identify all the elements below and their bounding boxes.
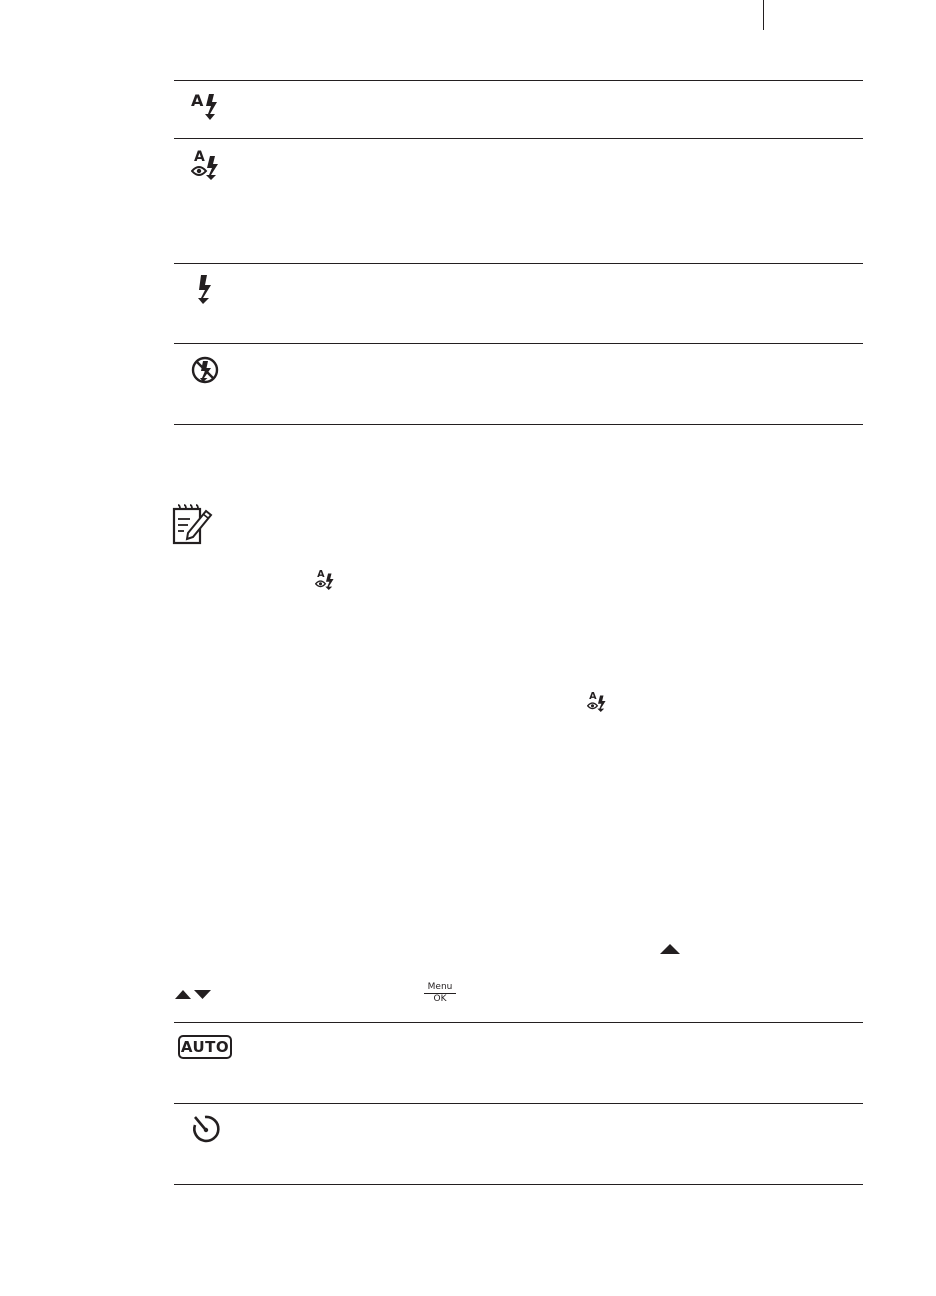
- arrow-up-down-icon: [174, 987, 212, 1001]
- table-rule: [174, 138, 863, 139]
- table-rule: [174, 1022, 863, 1023]
- flash-off-icon: [191, 356, 223, 388]
- svg-text:A: A: [194, 149, 205, 165]
- table-rule: [174, 263, 863, 264]
- svg-text:A: A: [191, 91, 204, 110]
- menu-ok-bottom-label: OK: [433, 994, 447, 1004]
- auto-badge-label: AUTO: [180, 1038, 230, 1056]
- red-eye-auto-flash-icon: [191, 148, 223, 180]
- table-rule: [174, 80, 863, 81]
- red-eye-auto-flash-icon: [587, 690, 609, 712]
- table-rule: [174, 343, 863, 344]
- menu-ok-button: [424, 983, 456, 1004]
- table-rule: [174, 1103, 863, 1104]
- red-eye-auto-flash-icon: [315, 568, 337, 590]
- menu-ok-top-label: Menu: [424, 983, 456, 994]
- auto-badge-icon: [178, 1035, 232, 1059]
- flash-on-icon: [196, 274, 218, 306]
- self-timer-icon: [191, 1113, 223, 1145]
- note-pencil-icon: [170, 503, 216, 547]
- svg-text:A: A: [317, 568, 325, 580]
- table-rule: [174, 424, 863, 425]
- svg-text:A: A: [589, 690, 597, 702]
- header-rule: [763, 0, 764, 30]
- arrow-up-icon: [659, 942, 681, 956]
- auto-flash-icon: [191, 90, 223, 122]
- table-rule: [174, 1184, 863, 1185]
